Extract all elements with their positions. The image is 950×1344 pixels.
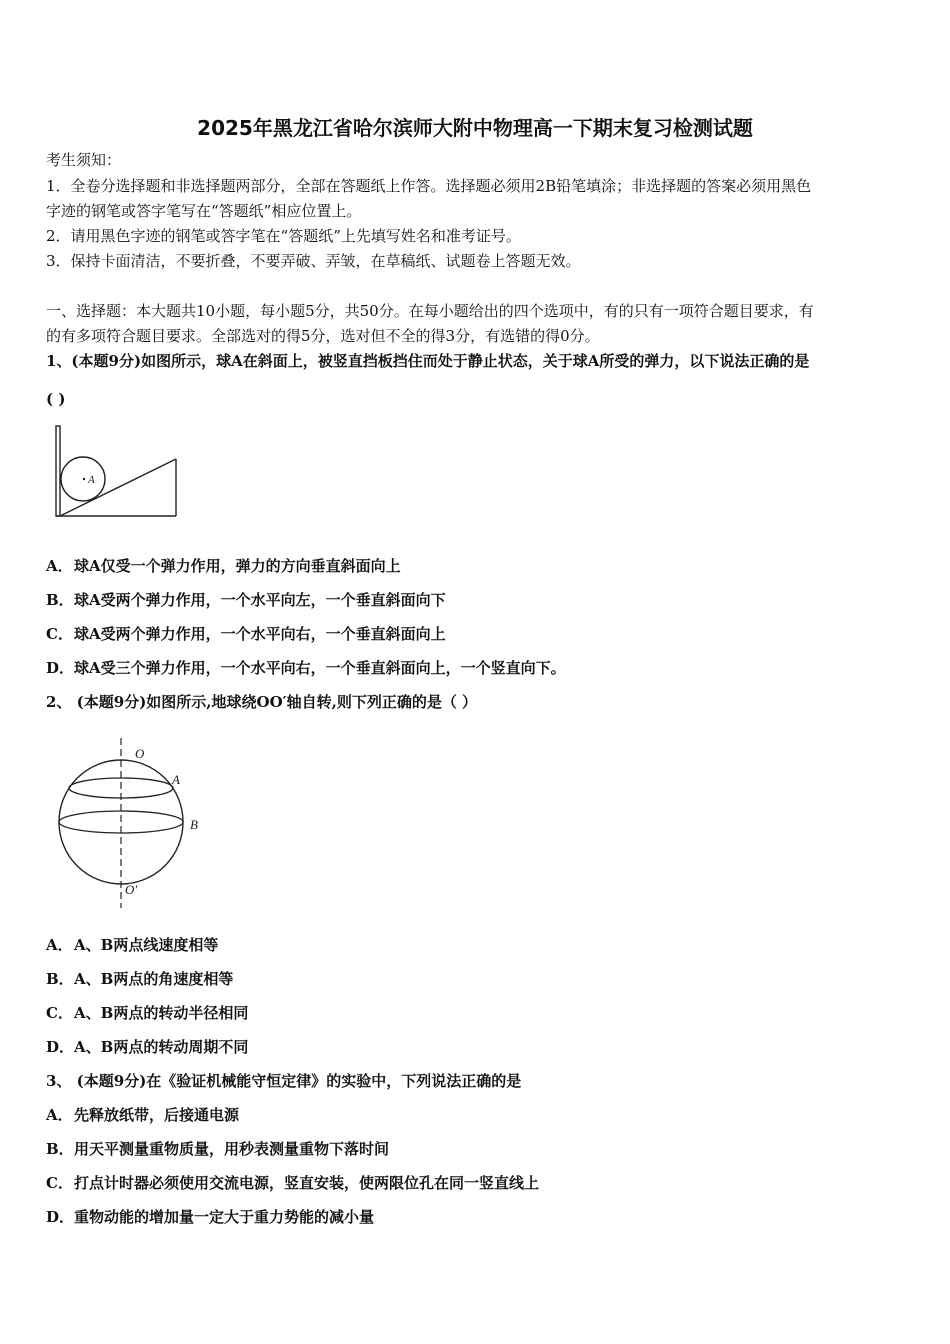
- option-letter: C．: [46, 1174, 73, 1192]
- question-1-option-d: [46, 658, 566, 678]
- option-letter: D．: [46, 659, 75, 677]
- question-1-stem: 1、(本题9分)如图所示，球A在斜面上，被竖直挡板挡住而处于静止状态，关于球A所受的弹力，以下说法正确的是: [46, 352, 810, 370]
- question-1-option-a: [46, 556, 401, 576]
- option-text: 球A受两个弹力作用，一个水平向左，一个垂直斜面向下: [74, 591, 446, 609]
- ball-on-incline-figure: [50, 422, 182, 520]
- question-3-option-b: [46, 1139, 389, 1159]
- notice-item: 2．请用黑色字迹的钢笔或答字笔在“答题纸”上先填写姓名和准考证号。: [46, 227, 521, 245]
- vertical-board: [56, 426, 60, 516]
- question-3-stem: 3、 (本题9分)在《验证机械能守恒定律》的实验中，下列说法正确的是: [46, 1072, 522, 1090]
- question-2-option-a: [46, 935, 218, 955]
- option-text: A、B两点的转动半径相同: [74, 1004, 249, 1022]
- option-letter: D．: [46, 1038, 75, 1056]
- option-letter: B．: [46, 591, 74, 609]
- question-2-stem: 2、 (本题9分)如图所示,地球绕OO′轴自转,则下列正确的是（ ）: [46, 693, 478, 711]
- earth-rotation-figure: [52, 734, 212, 912]
- option-text: A、B两点的转动周期不同: [74, 1038, 249, 1056]
- incline-line: [60, 459, 176, 516]
- ball-label: A: [88, 474, 95, 486]
- option-text: 打点计时器必须使用交流电源，竖直安装，使两限位孔在同一竖直线上: [74, 1174, 540, 1192]
- question-1-option-b: [46, 590, 446, 610]
- notice-heading: 考生须知：: [46, 151, 122, 169]
- option-letter: D．: [46, 1208, 75, 1226]
- section-instructions: 的有多项符合题目要求。全部选对的得5分，选对但不全的得3分，有选错的得0分。: [46, 327, 600, 345]
- notice-item: 3．保持卡面清洁，不要折叠，不要弄破、弄皱，在草稿纸、试题卷上答题无效。: [46, 252, 581, 270]
- option-letter: A．: [46, 557, 73, 575]
- option-letter: C．: [46, 1004, 73, 1022]
- question-3-option-d: [46, 1207, 374, 1227]
- page-title: 2025年黑龙江省哈尔滨师大附中物理高一下期末复习检测试题: [197, 116, 753, 140]
- option-text: 重物动能的增加量一定大于重力势能的减小量: [74, 1208, 375, 1226]
- label-a: A: [172, 772, 180, 787]
- label-o: O: [135, 746, 145, 761]
- option-text: A、B两点的角速度相等: [74, 970, 234, 988]
- question-2-option-b: [46, 969, 233, 989]
- option-text: 球A受三个弹力作用，一个水平向右，一个垂直斜面向上，一个竖直向下。: [74, 659, 566, 677]
- option-text: 球A仅受一个弹力作用，弹力的方向垂直斜面向上: [74, 557, 401, 575]
- option-letter: A．: [46, 1106, 73, 1124]
- option-letter: B．: [46, 970, 74, 988]
- option-text: 先释放纸带，后接通电源: [74, 1106, 240, 1124]
- option-letter: C．: [46, 625, 73, 643]
- option-text: 球A受两个弹力作用，一个水平向右，一个垂直斜面向上: [74, 625, 446, 643]
- notice-item: 字迹的钢笔或答字笔写在“答题纸”相应位置上。: [46, 202, 362, 220]
- option-letter: A．: [46, 936, 73, 954]
- section-instructions: 一、选择题：本大题共10小题，每小题5分，共50分。在每小题给出的四个选项中，有的只有一项符合题目要求，有: [46, 302, 814, 320]
- question-3-option-c: [46, 1173, 539, 1193]
- option-letter: B．: [46, 1140, 74, 1158]
- question-2-option-c: [46, 1003, 248, 1023]
- label-b: B: [190, 817, 198, 832]
- question-1-paren: ( ): [46, 390, 66, 408]
- notice-item: 1．全卷分选择题和非选择题两部分，全部在答题纸上作答。选择题必须用2B铅笔填涂；非选择题的答案必须用黑色: [46, 177, 812, 195]
- question-1-option-c: [46, 624, 446, 644]
- option-text: 用天平测量重物质量，用秒表测量重物下落时间: [74, 1140, 390, 1158]
- label-o-prime: O′: [125, 882, 138, 897]
- ball-center-dot: [83, 478, 85, 480]
- question-3-option-a: [46, 1105, 239, 1125]
- question-2-option-d: [46, 1037, 248, 1057]
- option-text: A、B两点线速度相等: [74, 936, 219, 954]
